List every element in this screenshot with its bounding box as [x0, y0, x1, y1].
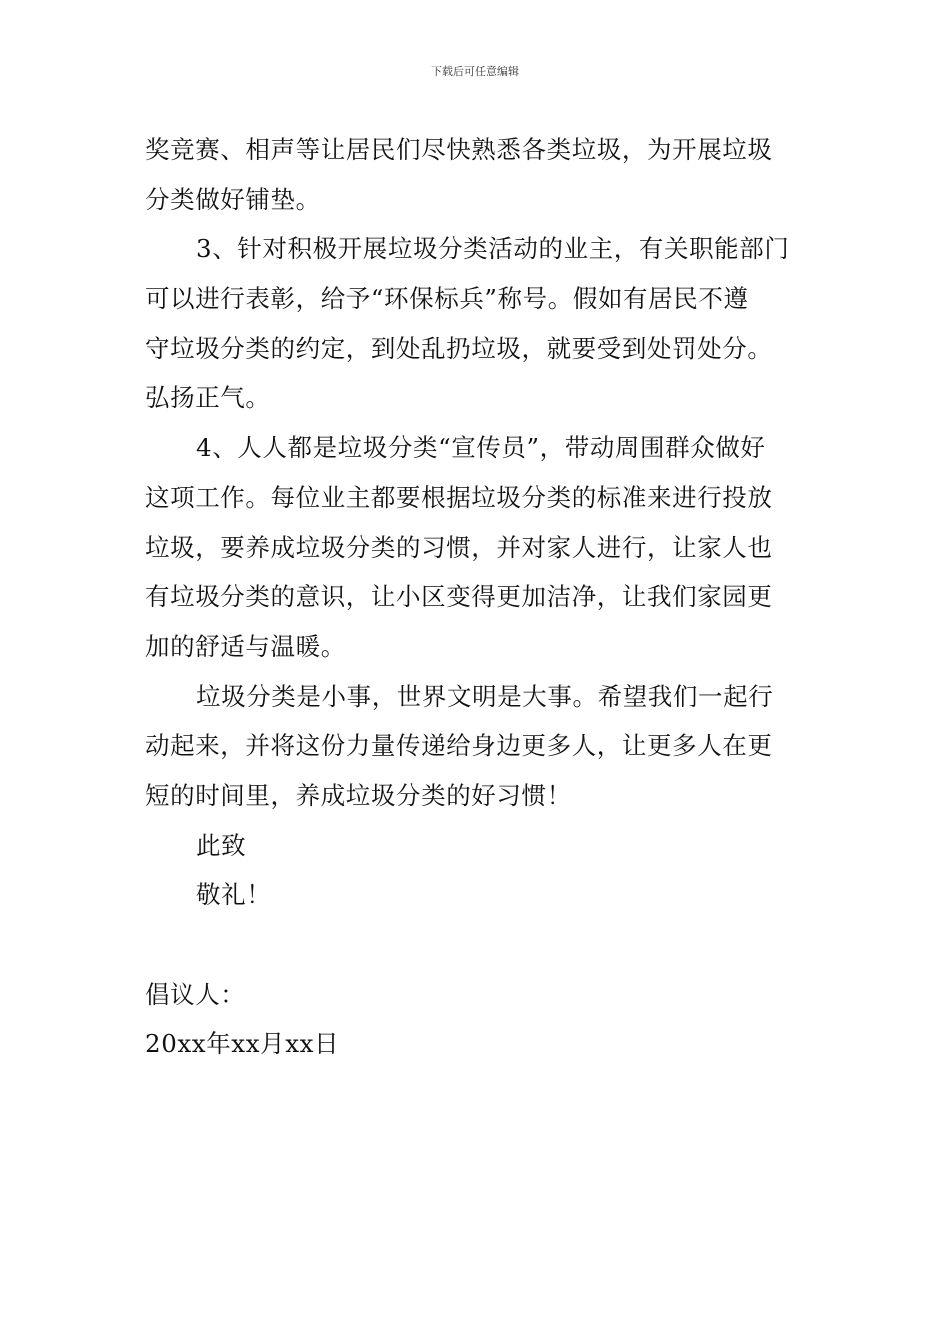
paragraph-line: 可以进行表彰，给予“环保标兵”称号。假如有居民不遵 [145, 284, 749, 314]
paragraph-line: 4、人人都是垃圾分类“宣传员”，带动周围群众做好 [196, 433, 766, 463]
paragraph-line: 垃圾，要养成垃圾分类的习惯，并对家人进行，让家人也 [145, 532, 773, 562]
paragraph-line: 弘扬正气。 [145, 383, 271, 413]
paragraph-line: 动起来，并将这份力量传递给身边更多人，让更多人在更 [145, 731, 773, 761]
paragraph-line: 分类做好铺垫。 [145, 184, 321, 214]
document-body [145, 125, 807, 1069]
paragraph-line: 有垃圾分类的意识，让小区变得更加洁净，让我们家园更 [145, 582, 773, 612]
closing-salutation: 此致 [196, 830, 247, 860]
date-line: 20xx年xx月xx日 [145, 1029, 340, 1059]
page-header: 下载后可任意编辑 [431, 65, 519, 78]
paragraph-line: 3、针对积极开展垃圾分类活动的业主，有关职能部门 [196, 234, 790, 264]
proposer-label: 倡议人： [145, 979, 246, 1009]
paragraph-line: 这项工作。每位业主都要根据垃圾分类的标准来进行投放 [145, 482, 773, 512]
paragraph-line: 加的舒适与温暖。 [145, 631, 346, 661]
closing-regards: 敬礼！ [196, 880, 272, 910]
blank-line [145, 920, 807, 970]
paragraph-line: 奖竞赛、相声等让居民们尽快熟悉各类垃圾，为开展垃圾 [145, 135, 773, 164]
paragraph-line: 垃圾分类是小事，世界文明是大事。希望我们一起行 [196, 681, 774, 711]
paragraph-line: 守垃圾分类的约定，到处乱扔垃圾，就要受到处罚处分。 [145, 333, 773, 363]
paragraph-line: 短的时间里，养成垃圾分类的好习惯！ [145, 780, 572, 810]
